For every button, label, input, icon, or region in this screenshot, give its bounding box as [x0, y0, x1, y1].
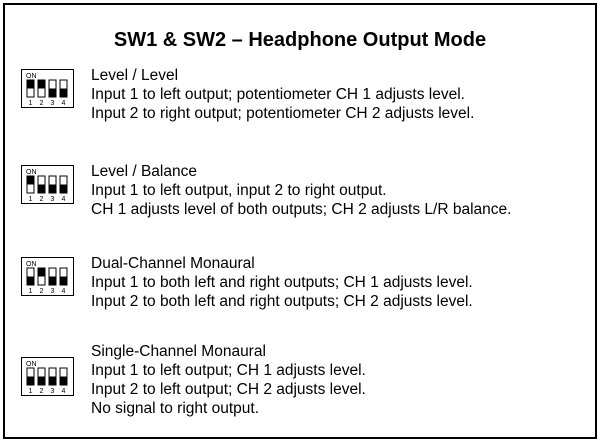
dip-switch-knob-off: [49, 89, 56, 98]
dip-switch-number: 3: [50, 100, 55, 107]
dip-switch-knob-on: [38, 268, 45, 277]
page-title: SW1 & SW2 – Headphone Output Mode: [113, 29, 487, 51]
mode-description-line: Input 2 to left output; CH 2 adjusts level.: [91, 381, 366, 398]
mode-table-frame: [3, 3, 597, 439]
dip-switch-number: 1: [28, 388, 33, 395]
dip-switch-knob-off: [38, 185, 45, 194]
dip-switch-number: 2: [39, 196, 44, 203]
dip-on-label: ON: [26, 169, 37, 176]
dip-switch-number: 4: [61, 288, 66, 295]
mode-name: Level / Balance: [91, 163, 197, 180]
mode-description-line: Input 1 to both left and right outputs; CH 1 adjusts level.: [91, 274, 473, 291]
mode-description-line: CH 1 adjusts level of both outputs; CH 2 adjusts L/R balance.: [91, 201, 512, 218]
mode-name: Single-Channel Monaural: [91, 343, 266, 360]
dip-switch-knob-off: [49, 277, 56, 286]
dip-switch-knob-on: [27, 176, 34, 185]
dip-switch-number: 2: [39, 388, 44, 395]
mode-description-line: Input 1 to left output, input 2 to right output.: [91, 182, 387, 199]
dip-switch-number: 1: [28, 196, 33, 203]
dip-switch-icon: [21, 357, 74, 396]
dip-switch-number: 3: [50, 288, 55, 295]
dip-switch-number: 4: [61, 196, 66, 203]
dip-switch-number: 1: [28, 100, 33, 107]
dip-switch-knob-off: [27, 377, 34, 386]
dip-switch-graphic: [22, 70, 73, 107]
dip-switch-icon: [21, 165, 74, 204]
dip-switch-knob-off: [60, 185, 67, 194]
mode-description-line: No signal to right output.: [91, 400, 260, 417]
dip-switch-graphic: [22, 258, 73, 295]
dip-switch-icon: [21, 69, 74, 108]
dip-switch-knob-off: [27, 277, 34, 286]
dip-switch-graphic: [22, 358, 73, 395]
dip-switch-knob-off: [49, 185, 56, 194]
dip-switch-knob-off: [60, 277, 67, 286]
dip-switch-number: 2: [39, 288, 44, 295]
mode-name: Dual-Channel Monaural: [91, 255, 255, 272]
dip-switch-number: 3: [50, 196, 55, 203]
mode-description-line: Input 2 to right output; potentiometer CH 2 adjusts level.: [91, 105, 475, 122]
mode-name: Level / Level: [91, 67, 179, 84]
dip-switch-number: 3: [50, 388, 55, 395]
dip-switch-number: 4: [61, 100, 66, 107]
mode-description-line: Input 2 to both left and right outputs; CH 2 adjusts level.: [91, 293, 473, 310]
dip-switch-number: 1: [28, 288, 33, 295]
dip-switch-graphic: [22, 166, 73, 203]
dip-switch-knob-off: [60, 89, 67, 98]
dip-switch-icon: [21, 257, 74, 296]
dip-switch-knob-off: [38, 377, 45, 386]
mode-description-line: Input 1 to left output; potentiometer CH 1 adjusts level.: [91, 86, 465, 103]
dip-on-label: ON: [26, 361, 37, 368]
dip-switch-knob-on: [27, 80, 34, 89]
dip-switch-knob-on: [38, 80, 45, 89]
dip-switch-knob-off: [49, 377, 56, 386]
dip-switch-knob-off: [60, 377, 67, 386]
dip-on-label: ON: [26, 73, 37, 80]
dip-on-label: ON: [26, 261, 37, 268]
mode-description-line: Input 1 to left output; CH 1 adjusts level.: [91, 362, 366, 379]
dip-switch-number: 4: [61, 388, 66, 395]
dip-switch-number: 2: [39, 100, 44, 107]
